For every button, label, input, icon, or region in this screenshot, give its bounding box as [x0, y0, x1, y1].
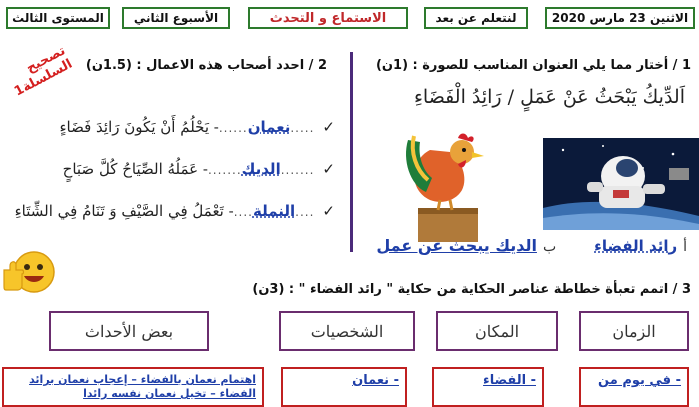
q1-title: 1 / أختار مما يلي العنوان المناسب للصورة : (1ن): [375, 58, 691, 73]
category-characters: [279, 311, 415, 351]
week-text: الأسبوع الثاني: [133, 11, 219, 25]
correction-stamp: تصحيح السلسلة1: [11, 43, 75, 100]
q2-title: 2 / احدد أصحاب هذه الاعمال : (1.5ن): [85, 58, 327, 73]
dots-leader: .......: [207, 163, 242, 177]
q1-label-a: أ: [683, 239, 687, 255]
section-divider: [350, 52, 353, 252]
answer-text: - في يوم من: [598, 373, 681, 388]
answer-characters: [281, 367, 407, 407]
q1-options: اَلدِّيكُ يَبْحَثُ عَنْ عَمَلٍ / رَائِدُ الْفَضَاءِ: [413, 86, 685, 108]
level-text: المستوى الثالث: [12, 11, 104, 25]
answer-text: اهتمام نعمان بالفضاء – إعجاب نعمان برائد الفضاء – تخيل نعمان نفسه رائدا: [29, 373, 256, 400]
category-label: المكان: [474, 321, 520, 341]
astronaut-illustration: [543, 138, 699, 230]
remote-learning-box: [424, 7, 528, 29]
remote-learning-text: لنتعلم عن بعد: [435, 11, 517, 25]
answer-time: [579, 367, 689, 407]
category-place: [436, 311, 558, 351]
answer-place: [432, 367, 544, 407]
check-icon: ✓: [322, 118, 335, 136]
answer-events: [2, 367, 264, 407]
category-label: بعض الأحداث: [84, 321, 174, 341]
category-time: [579, 311, 689, 351]
thumbs-up-smiley-icon: [0, 246, 58, 296]
rooster-illustration: [400, 130, 495, 242]
answer-text: - نعمان: [352, 373, 399, 388]
check-icon: ✓: [322, 160, 335, 178]
q2-item-phrase: - عَمَلُهُ الصِّيَاحُ كُلَّ صَبَاحٍ: [62, 160, 208, 178]
q2-item: [15, 202, 335, 220]
q1-answer-a: رائد الفضاء: [594, 237, 678, 255]
date-box: [545, 7, 695, 29]
q2-item: [59, 118, 335, 136]
dots-leader: ......: [218, 121, 248, 135]
check-icon: ✓: [322, 202, 335, 220]
q2-item-name: النملة: [252, 202, 296, 220]
subject-text: الاستماع و التحدث: [269, 10, 387, 26]
category-label: الزمان: [612, 321, 656, 341]
q2-items: [0, 0, 335, 240]
dots-leader: .....: [290, 121, 315, 135]
date-text: الاثنين 23 مارس 2020: [551, 11, 689, 25]
q2-item-name: الديك: [241, 160, 281, 178]
q1-label-b: ب: [542, 239, 557, 255]
category-label: الشخصيات: [310, 321, 384, 341]
q1-answer-row: [376, 236, 687, 255]
q2-item-phrase: - تَعْمَلُ فِي الصَّيْفِ وَ تَنَامُ فِي الشِّتَاءِ: [14, 202, 234, 220]
q3-title: 3 / اتمم تعبأة خطاطة عناصر الحكاية من حكاية " رائد الفضاء " : (3ن): [252, 282, 691, 297]
q2-item: [63, 160, 335, 178]
answer-text: - الفضاء: [483, 373, 536, 388]
q1-answer-b: الديك يبحث عن عمل: [376, 236, 537, 255]
category-events: [49, 311, 209, 351]
q2-item-phrase: - يَحْلُمُ أَنْ يَكُونَ رَائِدَ فَضَاءٍ: [59, 118, 219, 136]
dots-leader: ....: [233, 205, 253, 219]
dots-leader: .......: [280, 163, 315, 177]
dots-leader: ....: [295, 205, 315, 219]
q2-item-name: نعمان: [247, 118, 291, 136]
